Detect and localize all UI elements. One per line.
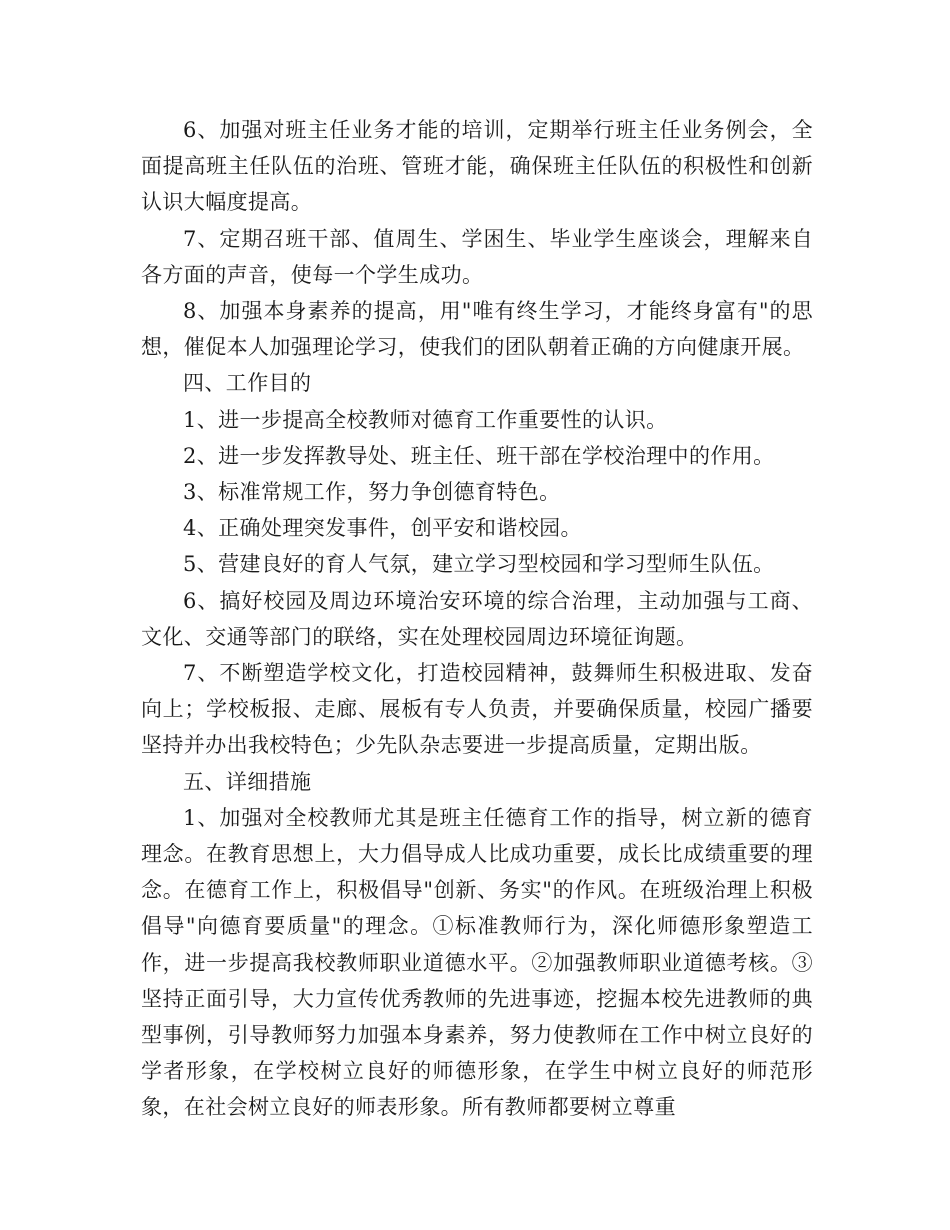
goal-item-6: 6、搞好校园及周边环境治安环境的综合治理，主动加强与工商、文化、交通等部门的联络，实在处理校园周边环境征询题。	[141, 588, 813, 649]
goal-item-1: 1、进一步提高全校教师对德育工作重要性的认识。	[183, 407, 668, 432]
document-body	[141, 112, 813, 1126]
section-heading-work-goals: 四、工作目的	[183, 371, 312, 396]
goal-item-4: 4、正确处理突发事件，创平安和谐校园。	[183, 516, 582, 541]
goal-item-3: 3、标准常规工作，努力争创德育特色。	[183, 480, 561, 505]
goal-item-2: 2、进一步发挥教导处、班主任、班干部在学校治理中的作用。	[183, 443, 775, 468]
paragraph-item-7-meetings: 7、定期召班干部、值周生、学困生、毕业学生座谈会，理解来自各方面的声音，使每一个学生成功。	[141, 226, 813, 287]
goal-item-5: 5、营建良好的育人气氛，建立学习型校园和学习型师生队伍。	[183, 552, 775, 577]
section-heading-measures: 五、详细措施	[183, 769, 312, 794]
paragraph-item-6-training: 6、加强对班主任业务才能的培训，定期举行班主任业务例会，全面提高班主任队伍的治班、管班才能，确保班主任队伍的积极性和创新认识大幅度提高。	[141, 118, 813, 215]
measure-item-1: 1、加强对全校教师尤其是班主任德育工作的指导，树立新的德育理念。在教育思想上，大力倡导成人比成功重要，成长比成绩重要的理念。在德育工作上，积极倡导"创新、务实"的作风。在班级治理上积极倡导"向德育要质量"的理念。①标准教师行为，深化师德形象塑造工作，进一步提高我校教师职业道德水平。②加强教师职业道德考核。③坚持正面引导，大力宣传优秀教师的先进事迹，挖掘本校先进教师的典型事例，引导教师努力加强本身素养，努力使教师在工作中树立良好的学者形象，在学校树立良好的师德形象，在学生中树立良好的师范形象，在社会树立良好的师表形象。所有教师都要树立尊重	[141, 805, 813, 1120]
goal-item-7: 7、不断塑造学校文化，打造校园精神，鼓舞师生积极进取、发奋向上；学校板报、走廊、展板有专人负责，并要确保质量，校园广播要坚持并办出我校特色；少先队杂志要进一步提高质量，定期出版。	[141, 661, 813, 758]
paragraph-item-8-self-study: 8、加强本身素养的提高，用"唯有终生学习，才能终身富有"的思想，催促本人加强理论学习，使我们的团队朝着正确的方向健康开展。	[141, 299, 813, 360]
